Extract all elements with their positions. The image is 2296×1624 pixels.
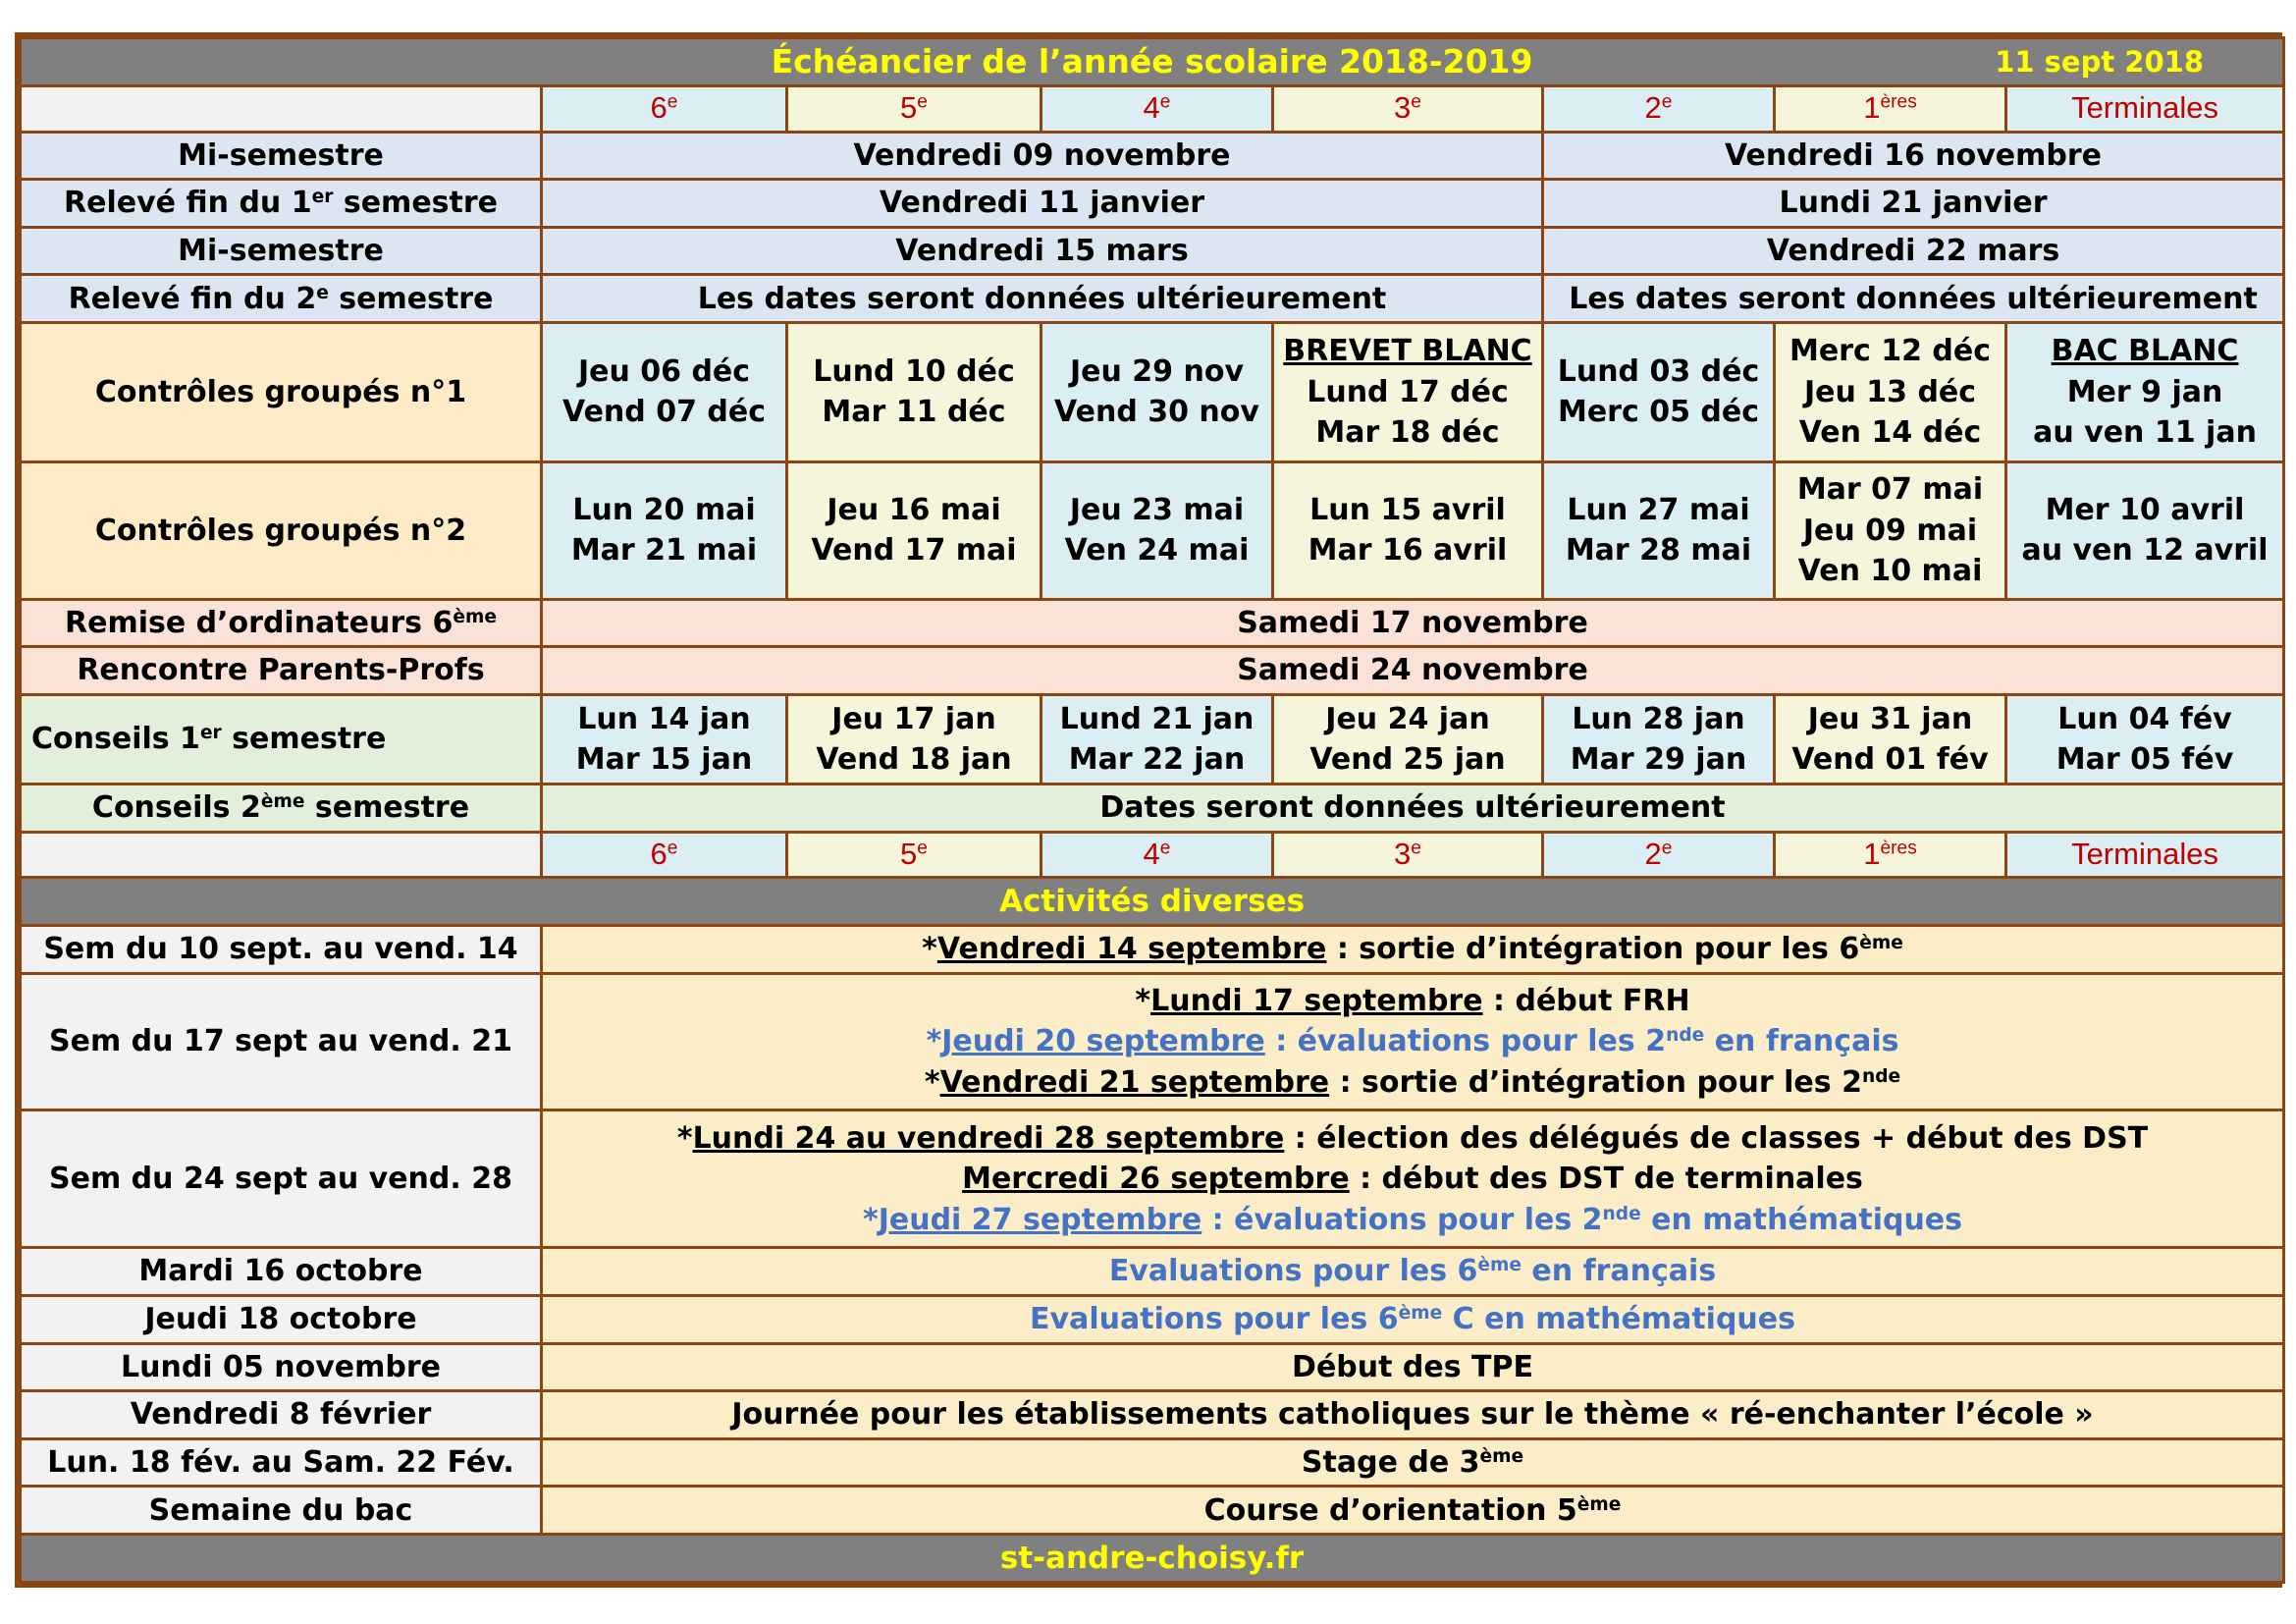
college-date: Vendredi 11 janvier — [542, 180, 1543, 228]
activity-text: Journée pour les établissements catholiques sur le thème « ré-enchanter l’école » — [542, 1391, 2284, 1439]
controles-2-row — [21, 461, 2284, 599]
levels-footer-blank — [21, 832, 542, 878]
lycee-date: Lundi 21 janvier — [1543, 180, 2284, 228]
cg1-3e: BREVET BLANC Lund 17 déc Mar 18 déc — [1273, 323, 1543, 462]
conseils-1-row — [21, 694, 2284, 784]
cg2-3e: Lun 15 avril Mar 16 avril — [1273, 461, 1543, 599]
row-label: Sem du 10 sept. au vend. 14 — [21, 926, 542, 974]
activity-r4 — [21, 1391, 2284, 1439]
row-label: Relevé fin du 2e semestre — [21, 275, 542, 323]
row-label: Contrôles groupés n°2 — [21, 461, 542, 599]
level-2: 2e — [1543, 832, 1775, 878]
c1-5e: Jeu 17 jan Vend 18 jan — [787, 694, 1041, 784]
activity-text: *Lundi 24 au vendredi 28 septembre : élection des délégués de classes + début des DST Mercredi 26 septembre : début des DST de terminales *Jeudi 27 septembre : évaluations pour les 2nde en mathématiques — [542, 1110, 2284, 1248]
rencontre-row — [21, 647, 2284, 695]
activity-week-2 — [21, 973, 2284, 1110]
levels-header-row — [21, 86, 2284, 132]
activity-week-1 — [21, 926, 2284, 974]
activity-text: *Vendredi 14 septembre : sortie d’intégration pour les 6ème — [542, 926, 2284, 974]
row-label: Lun. 18 fév. au Sam. 22 Fév. — [21, 1438, 542, 1487]
level-4: 4e — [1041, 832, 1273, 878]
row-label: Lundi 05 novembre — [21, 1343, 542, 1391]
c1-4e: Lund 21 jan Mar 22 jan — [1041, 694, 1273, 784]
level-4: 4e — [1041, 86, 1273, 132]
activity-r6 — [21, 1487, 2284, 1535]
cg2-terminales: Mer 10 avril au ven 12 avril — [2006, 461, 2284, 599]
c1-1eres: Jeu 31 jan Vend 01 fév — [1775, 694, 2006, 784]
cg1-terminales: BAC BLANC Mer 9 jan au ven 11 jan — [2006, 323, 2284, 462]
activity-r2 — [21, 1295, 2284, 1343]
row-label: Mi-semestre — [21, 227, 542, 275]
mi-semestre-1-row — [21, 132, 2284, 180]
activity-r1 — [21, 1248, 2284, 1296]
row-label: Jeudi 18 octobre — [21, 1295, 542, 1343]
c1-3e: Jeu 24 jan Vend 25 jan — [1273, 694, 1543, 784]
page-title — [21, 38, 2284, 86]
cg2-1eres: Mar 07 mai Jeu 09 mai Ven 10 mai — [1775, 461, 2006, 599]
row-label: Rencontre Parents-Profs — [21, 647, 542, 695]
conseils-2-row — [21, 785, 2284, 833]
schedule-table-frame — [15, 32, 2282, 1588]
college-date: Vendredi 15 mars — [542, 227, 1543, 275]
footer-row — [21, 1535, 2284, 1583]
row-label: Contrôles groupés n°1 — [21, 323, 542, 462]
levels-footer-row — [21, 832, 2284, 878]
cg1-6e: Jeu 06 déc Vend 07 déc — [542, 323, 787, 462]
schedule-table — [19, 36, 2285, 1584]
activity-week-3 — [21, 1110, 2284, 1248]
level-1: 1ères — [1775, 832, 2006, 878]
row-label: Sem du 24 sept au vend. 28 — [21, 1110, 542, 1248]
college-date: Vendredi 09 novembre — [542, 132, 1543, 180]
row-label: Remise d’ordinateurs 6ème — [21, 599, 542, 647]
lycee-date: Vendredi 16 novembre — [1543, 132, 2284, 180]
controles-1-row — [21, 323, 2284, 462]
row-label: Sem du 17 sept au vend. 21 — [21, 973, 542, 1110]
row-label: Conseils 1er semestre — [21, 694, 542, 784]
level-5: 5e — [787, 832, 1041, 878]
activity-r5 — [21, 1438, 2284, 1487]
row-label: Conseils 2ème semestre — [21, 785, 542, 833]
remise-row — [21, 599, 2284, 647]
c1-terminales: Lun 04 fév Mar 05 fév — [2006, 694, 2284, 784]
activities-title: Activités diverses — [21, 878, 2284, 926]
level-1: 1ères — [1775, 86, 2006, 132]
row-label: Mi-semestre — [21, 132, 542, 180]
releve-1-row — [21, 180, 2284, 228]
activity-text: Evaluations pour les 6ème C en mathématiques — [542, 1295, 2284, 1343]
remise-date: Samedi 17 novembre — [542, 599, 2284, 647]
mi-semestre-2-row — [21, 227, 2284, 275]
releve-2-row — [21, 275, 2284, 323]
level-3: 3e — [1273, 86, 1543, 132]
lycee-date: Vendredi 22 mars — [1543, 227, 2284, 275]
level-6: 6e — [542, 832, 787, 878]
level-5: 5e — [787, 86, 1041, 132]
lycee-date: Les dates seront données ultérieurement — [1543, 275, 2284, 323]
rencontre-date: Samedi 24 novembre — [542, 647, 2284, 695]
level-2: 2e — [1543, 86, 1775, 132]
activity-text: *Lundi 17 septembre : début FRH *Jeudi 20 septembre : évaluations pour les 2nde en français *Vendredi 21 septembre : sortie d’intégration pour les 2nde — [542, 973, 2284, 1110]
college-date: Les dates seront données ultérieurement — [542, 275, 1543, 323]
row-label: Mardi 16 octobre — [21, 1248, 542, 1296]
cg2-5e: Jeu 16 mai Vend 17 mai — [787, 461, 1041, 599]
c1-2e: Lun 28 jan Mar 29 jan — [1543, 694, 1775, 784]
level-6: 6e — [542, 86, 787, 132]
cg2-6e: Lun 20 mai Mar 21 mai — [542, 461, 787, 599]
activity-text: Evaluations pour les 6ème en français — [542, 1248, 2284, 1296]
title-row — [21, 38, 2284, 86]
activity-text: Course d’orientation 5ème — [542, 1487, 2284, 1535]
activity-text: Stage de 3ème — [542, 1438, 2284, 1487]
cg1-2e: Lund 03 déc Merc 05 déc — [1543, 323, 1775, 462]
cg2-2e: Lun 27 mai Mar 28 mai — [1543, 461, 1775, 599]
cg1-4e: Jeu 29 nov Vend 30 nov — [1041, 323, 1273, 462]
cg2-4e: Jeu 23 mai Ven 24 mai — [1041, 461, 1273, 599]
level-3: 3e — [1273, 832, 1543, 878]
title-date: 11 sept 2018 — [1995, 45, 2205, 80]
level-terminales: Terminales — [2006, 832, 2284, 878]
conseils-2-value: Dates seront données ultérieurement — [542, 785, 2284, 833]
cg1-5e: Lund 10 déc Mar 11 déc — [787, 323, 1041, 462]
levels-header-blank — [21, 86, 542, 132]
row-label: Relevé fin du 1er semestre — [21, 180, 542, 228]
cg1-1eres: Merc 12 déc Jeu 13 déc Ven 14 déc — [1775, 323, 2006, 462]
activity-text: Début des TPE — [542, 1343, 2284, 1391]
level-terminales: Terminales — [2006, 86, 2284, 132]
activities-header-row — [21, 878, 2284, 926]
row-label: Semaine du bac — [21, 1487, 542, 1535]
row-label: Vendredi 8 février — [21, 1391, 542, 1439]
title-text: Échéancier de l’année scolaire 2018-2019 — [771, 42, 1533, 81]
c1-6e: Lun 14 jan Mar 15 jan — [542, 694, 787, 784]
activity-r3 — [21, 1343, 2284, 1391]
footer-website: st-andre-choisy.fr — [21, 1535, 2284, 1583]
